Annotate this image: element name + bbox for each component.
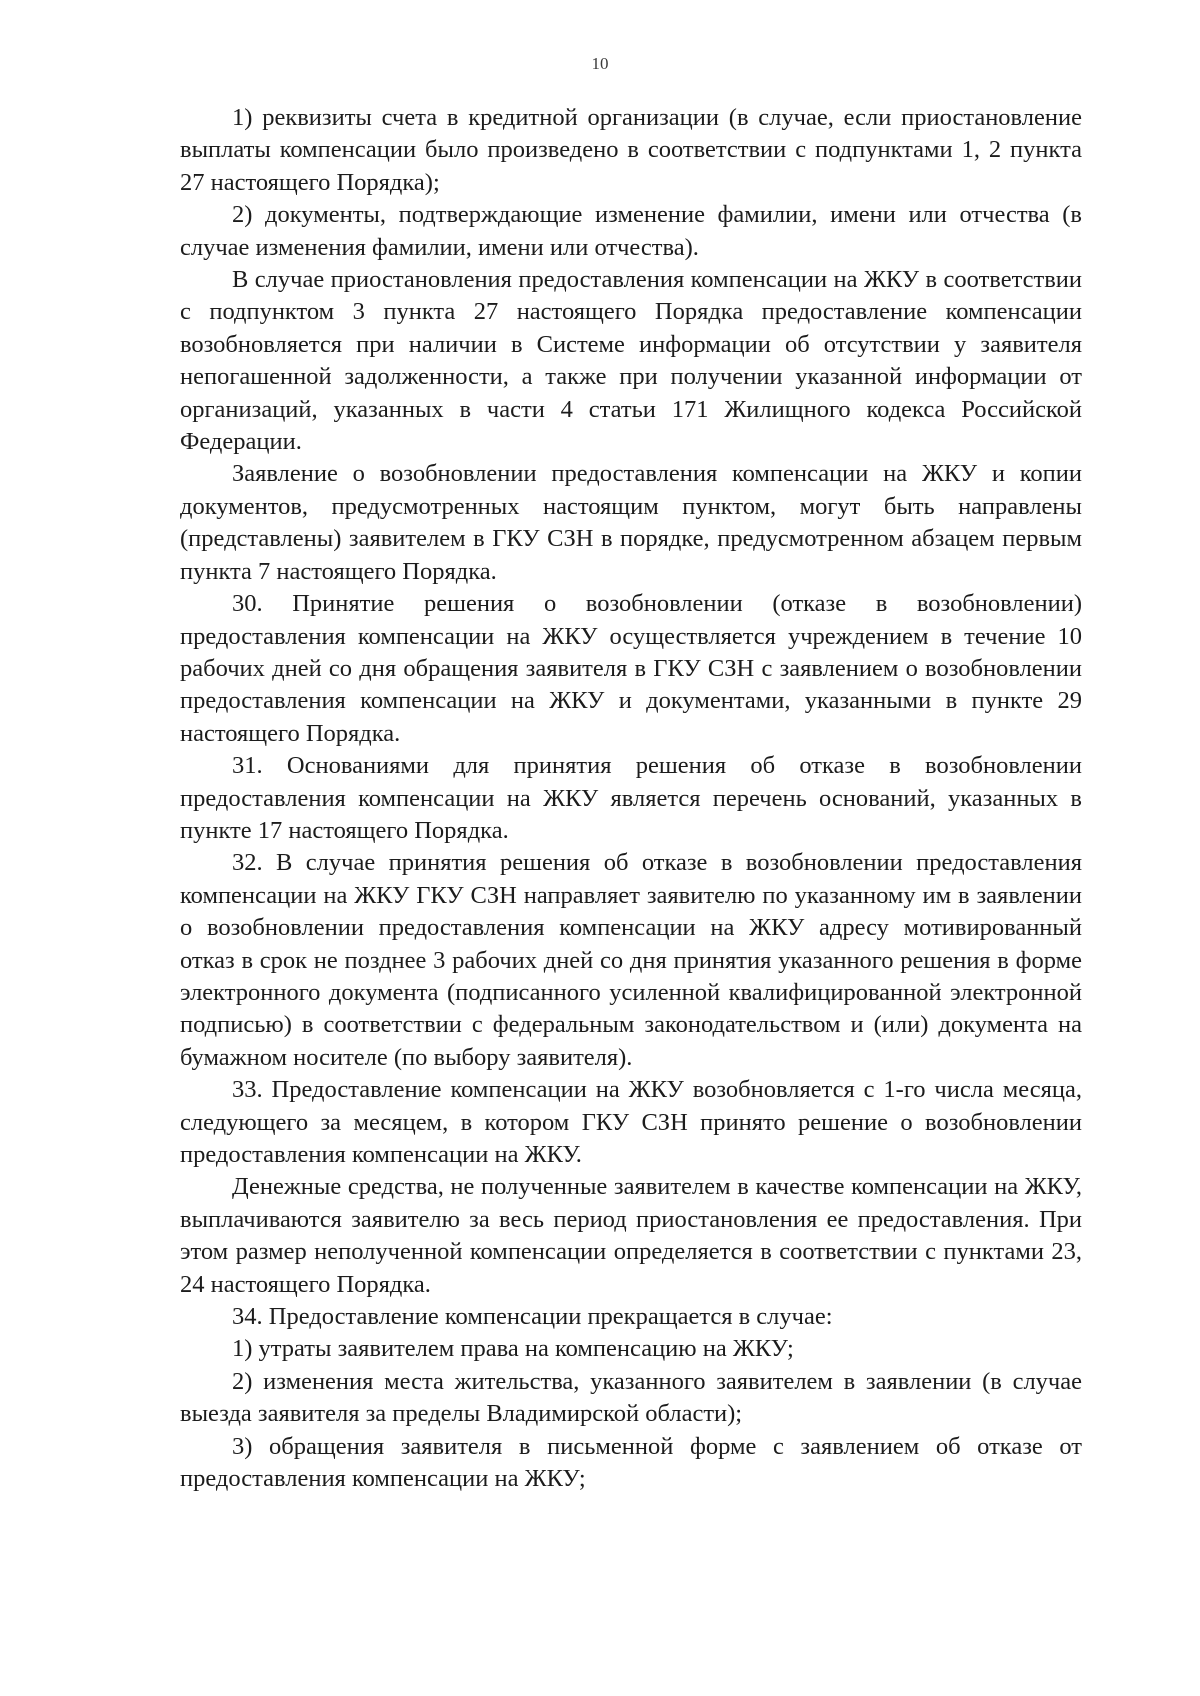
paragraph: В случае приостановления предоставления компенсации на ЖКУ в соответствии с подпунктом 3 пункта 27 настоящего Порядка предоставление компенсации возобновляется при наличии в Системе информации об отсутствии у заявителя непогашенной задолженности, а также при получении указанной информации от организаций, указанных в части 4 статьи 171 Жилищного кодекса Российской Федерации. (180, 266, 1082, 456)
paragraph: Денежные средства, не полученные заявителем в качестве компенсации на ЖКУ, выплачиваются заявителю за весь период приостановления ее предоставления. При этом размер неполученной компенсации определяется в соответствии с пунктами 23, 24 настоящего Порядка. (180, 1173, 1082, 1298)
paragraph: 2) документы, подтверждающие изменение фамилии, имени или отчества (в случае изменения фамилии, имени или отчества). (180, 201, 1082, 261)
paragraph: 32. В случае принятия решения об отказе в возобновлении предоставления компенсации на ЖКУ ГКУ СЗН направляет заявителю по указанному им в заявлении о возобновлении предоставления компенсации на ЖКУ адресу мотивированный отказ в срок не позднее 3 рабочих дней со дня принятия указанного решения в форме электронного документа (подписанного усиленной квалифицированной электронной подписью) в соответствии с федеральным законодательством и (или) документа на бумажном носителе (по выбору заявителя). (180, 849, 1082, 1071)
paragraph: 2) изменения места жительства, указанного заявителем в заявлении (в случае выезда заявителя за пределы Владимирской области); (180, 1367, 1082, 1428)
paragraph: 30. Принятие решения о возобновлении (отказе в возобновлении) предоставления компенсации на ЖКУ осуществляется учреждением в течение 10 рабочих дней со дня обращения заявителя в ГКУ СЗН с заявлением о возобновлении предоставления компенсации на ЖКУ и документами, указанными в пункте 29 настоящего Порядка. (180, 590, 1082, 747)
paragraph: 3) обращения заявителя в письменной форме с заявлением об отказе от предоставления компенсации на ЖКУ; (180, 1432, 1082, 1493)
document-body (180, 102, 1082, 1495)
paragraph: 1) реквизиты счета в кредитной организации (в случае, если приостановление выплаты компенсации было произведено в соответствии с подпунктами 1, 2 пункта 27 настоящего Порядка); (180, 104, 1082, 196)
paragraph: 31. Основаниями для принятия решения об отказе в возобновлении предоставления компенсации на ЖКУ является перечень оснований, указанных в пункте 17 настоящего Порядка. (180, 752, 1082, 844)
paragraph: Заявление о возобновлении предоставления компенсации на ЖКУ и копии документов, предусмотренных настоящим пунктом, могут быть направлены (представлены) заявителем в ГКУ СЗН в порядке, предусмотренном абзацем первым пункта 7 настоящего Порядка. (180, 460, 1082, 585)
paragraph: 34. Предоставление компенсации прекращается в случае: (232, 1303, 833, 1331)
paragraph: 1) утраты заявителем права на компенсацию на ЖКУ; (232, 1335, 794, 1363)
paragraph: 33. Предоставление компенсации на ЖКУ возобновляется с 1-го числа месяца, следующего за месяцем, в котором ГКУ СЗН принято решение о возобновлении предоставления компенсации на ЖКУ. (180, 1076, 1082, 1168)
page-number: 10 (591, 54, 609, 73)
